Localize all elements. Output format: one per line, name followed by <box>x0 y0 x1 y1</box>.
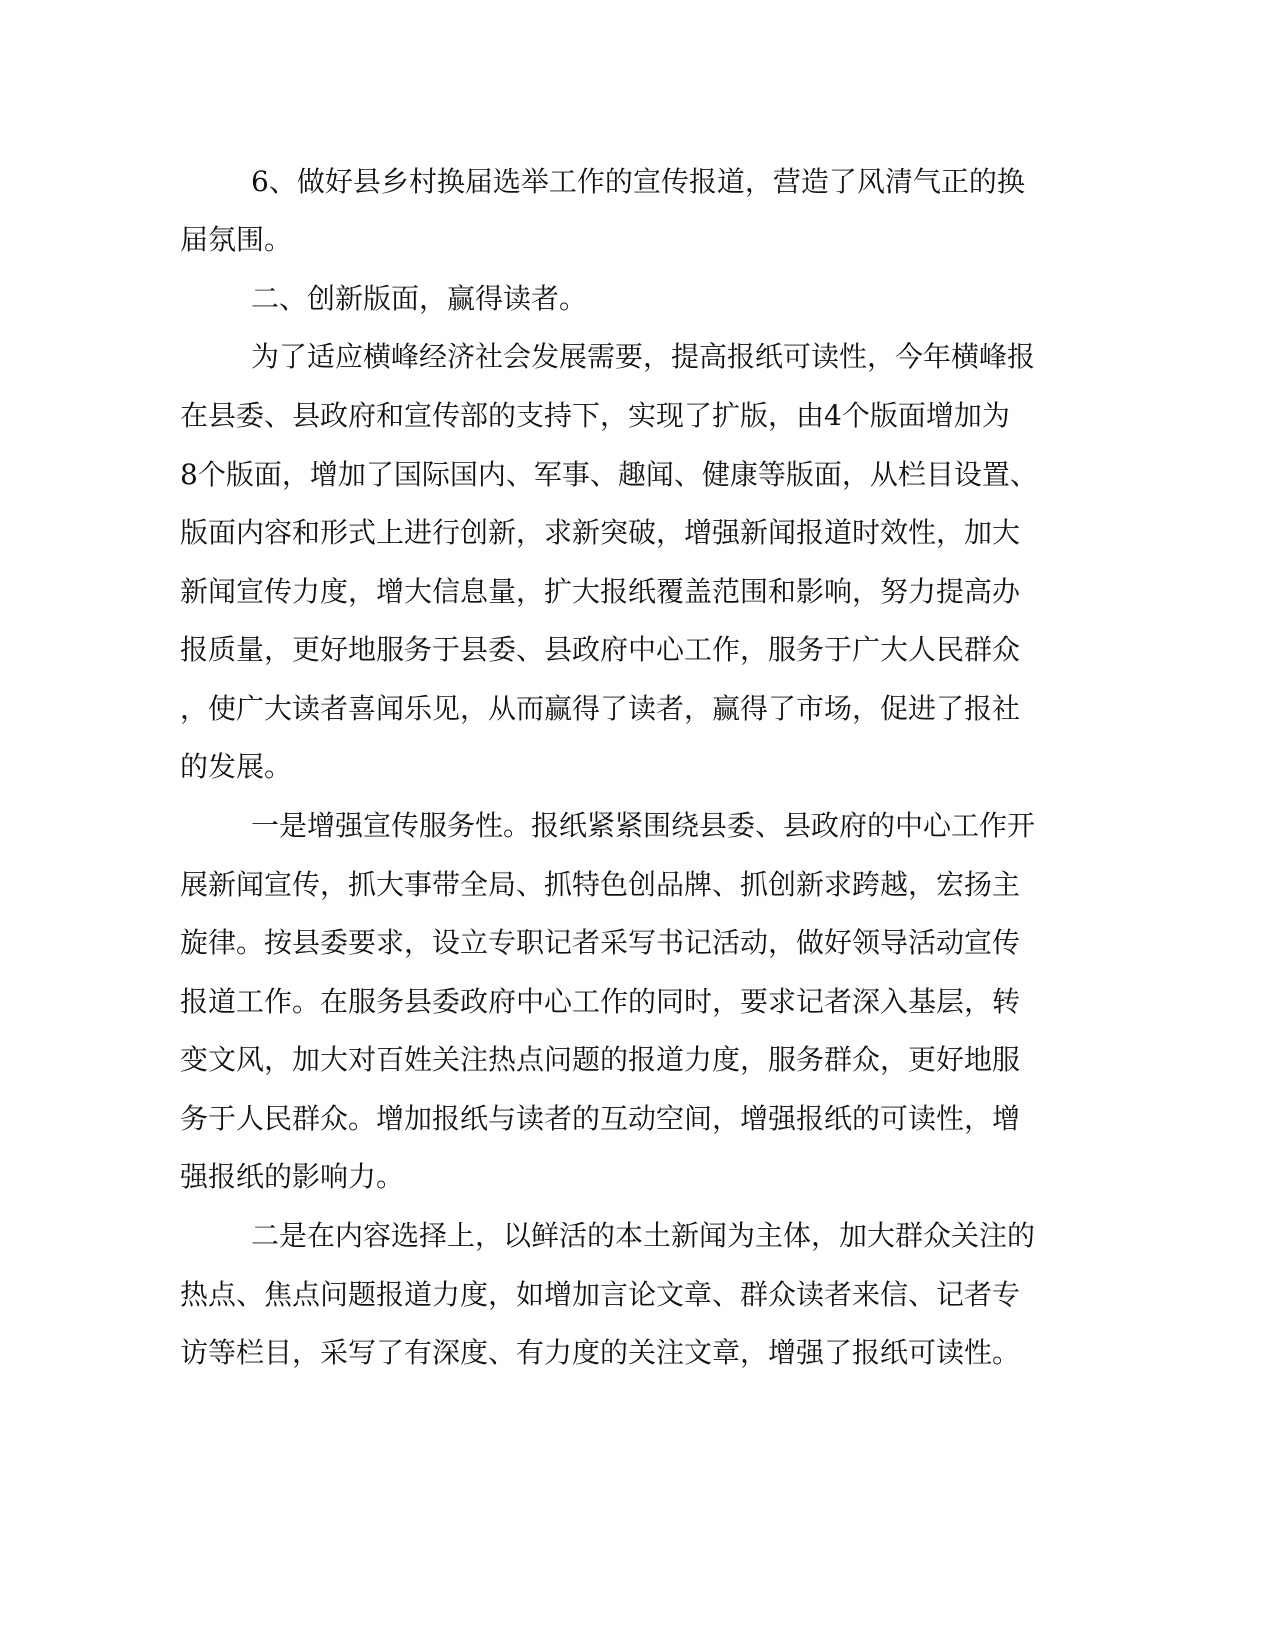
text-line: 展新闻宣传，抓大事带全局、抓特色创品牌、抓创新求跨越，宏扬主 <box>180 868 1021 901</box>
text-line: ，使广大读者喜闻乐见，从而赢得了读者，赢得了市场，促进了报社 <box>180 692 1021 725</box>
text-line: 务于人民群众。增加报纸与读者的互动空间，增强报纸的可读性，增 <box>180 1102 1021 1135</box>
text-line: 访等栏目，采写了有深度、有力度的关注文章，增强了报纸可读性。 <box>180 1336 1021 1369</box>
section-heading: 二、创新版面，赢得读者。 <box>251 282 588 315</box>
text-line: 一是增强宣传服务性。报纸紧紧围绕县委、县政府的中心工作开 <box>251 809 1036 842</box>
text-line: 8个版面，增加了国际国内、军事、趣闻、健康等版面，从栏目设置、 <box>180 458 1038 491</box>
text-line: 报质量，更好地服务于县委、县政府中心工作，服务于广大人民群众 <box>180 633 1021 666</box>
text-line: 为了适应横峰经济社会发展需要，提高报纸可读性，今年横峰报 <box>251 340 1036 373</box>
text-line: 6、做好县乡村换届选举工作的宣传报道，营造了风清气正的换 <box>251 165 1025 198</box>
text-line: 新闻宣传力度，增大信息量，扩大报纸覆盖范围和影响，努力提高办 <box>180 575 1021 608</box>
text-line: 变文风，加大对百姓关注热点问题的报道力度，服务群众，更好地服 <box>180 1043 1021 1076</box>
text-line: 的发展。 <box>180 750 293 783</box>
text-line: 在县委、县政府和宣传部的支持下，实现了扩版，由4个版面增加为 <box>180 399 1010 432</box>
text-line: 热点、焦点问题报道力度，如增加言论文章、群众读者来信、记者专 <box>180 1278 1021 1311</box>
text-line: 报道工作。在服务县委政府中心工作的同时，要求记者深入基层，转 <box>180 985 1021 1018</box>
text-line: 强报纸的影响力。 <box>180 1160 405 1193</box>
text-line: 版面内容和形式上进行创新，求新突破，增强新闻报道时效性，加大 <box>180 516 1021 549</box>
text-line: 届氛围。 <box>180 223 293 256</box>
text-line: 旋律。按县委要求，设立专职记者采写书记活动，做好领导活动宣传 <box>180 926 1021 959</box>
text-line: 二是在内容选择上，以鲜活的本土新闻为主体，加大群众关注的 <box>251 1219 1036 1252</box>
